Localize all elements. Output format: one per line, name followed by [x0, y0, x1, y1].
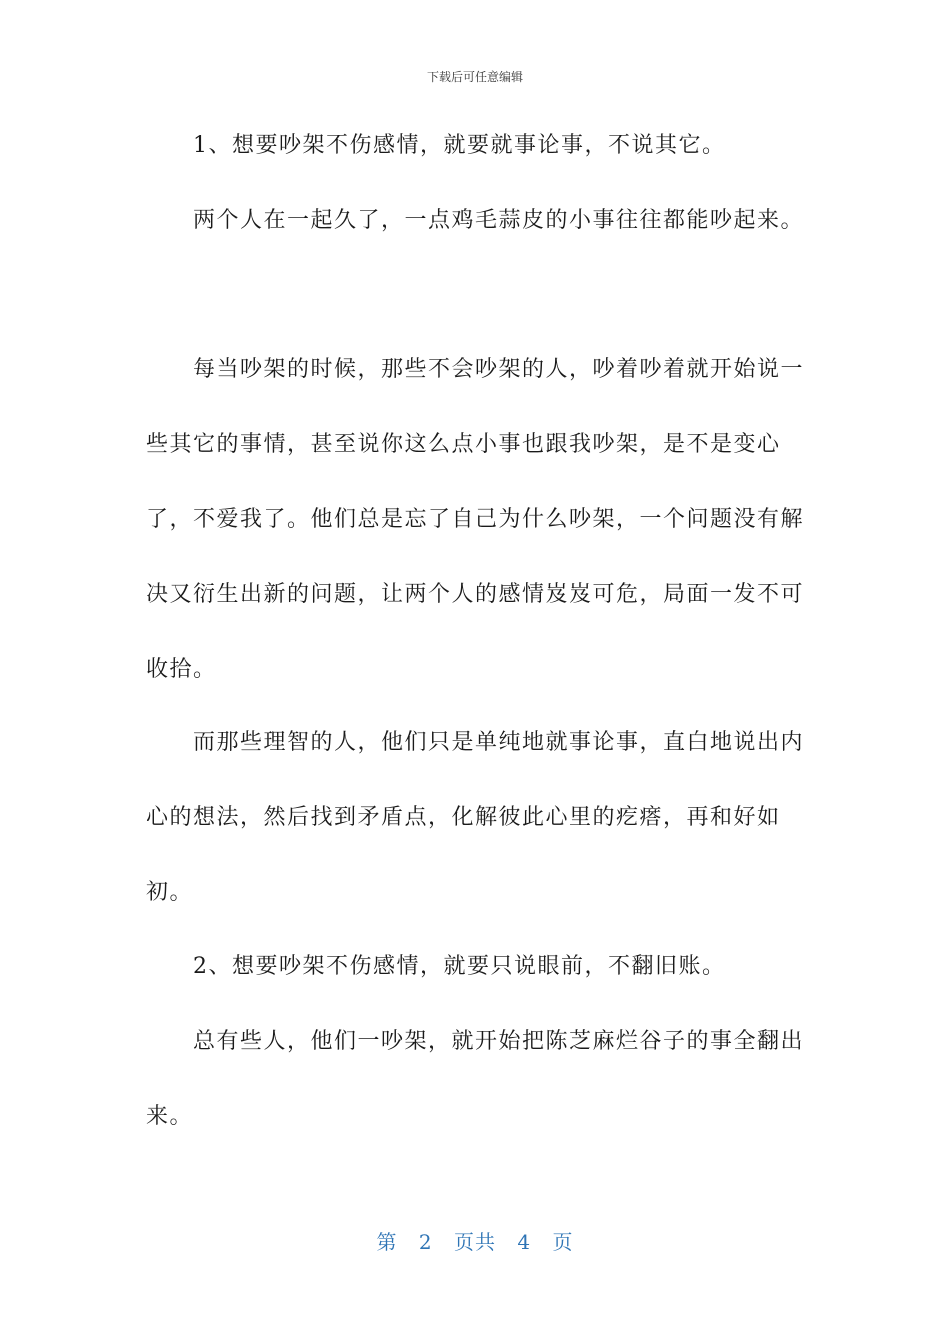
paragraph: 两个人在一起久了，一点鸡毛蒜皮的小事往往都能吵起来。	[193, 208, 805, 233]
paragraph: 每当吵架的时候，那些不会吵架的人，吵着吵着就开始说一些其它的事情，甚至说你这么点小事也跟我吵架，是不是变心了，不爱我了。他们总是忘了自己为什么吵架，一个问题没有解决又衍生出新的问题，让两个人的感情岌岌可危，局面一发不可收拾。	[146, 357, 805, 682]
page-current: 2	[418, 1230, 433, 1254]
paragraph: 总有些人，他们一吵架，就开始把陈芝麻烂谷子的事全翻出来。	[146, 1029, 805, 1129]
page-total: 4	[517, 1230, 532, 1254]
paragraph-heading-2: 2、想要吵架不伤感情，就要只说眼前，不翻旧账。	[193, 954, 726, 979]
page-prefix: 第	[376, 1230, 398, 1254]
paragraph-heading-1: 1、想要吵架不伤感情，就要就事论事，不说其它。	[193, 133, 726, 158]
page-number-footer	[0, 1226, 950, 1255]
page-middle: 页共	[454, 1230, 496, 1254]
page-header-note: 下载后可任意编辑	[426, 70, 523, 84]
paragraph: 而那些理智的人，他们只是单纯地就事论事，直白地说出内心的想法，然后找到矛盾点，化解彼此心里的疙瘩，再和好如初。	[146, 730, 805, 905]
page-suffix: 页	[552, 1230, 574, 1254]
